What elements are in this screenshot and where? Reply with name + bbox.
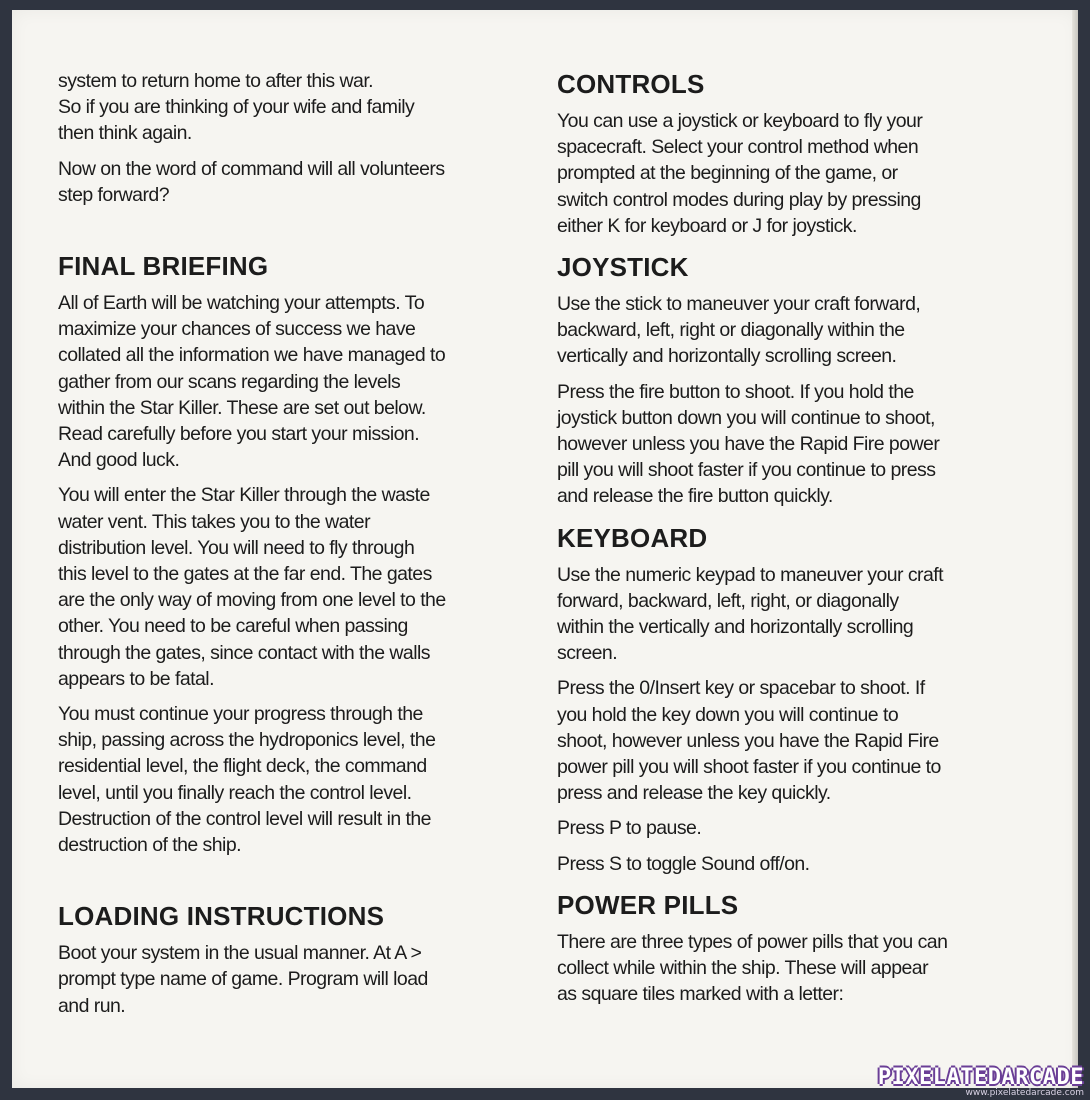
final-briefing-paragraph-2: You will enter the Star Killer through the waste water vent. This takes you to the water distribution level. You will need to fly through this level to the gates at the far end. The gates are the only way of moving from one level to the other. You need to be careful when passing through the gates, since contact with the walls appears to be fatal.: [58, 484, 446, 690]
watermark-url: www.pixelatedarcade.com: [965, 1088, 1084, 1098]
watermark-title: PIXELATEDARCADE: [877, 1065, 1084, 1090]
keyboard-paragraph-2: Press the 0/Insert key or spacebar to shoot. If you hold the key down you will continue to shoot, however unless you have the Rapid Fire power pill you will shoot faster if you continue to press and release the key quickly.: [557, 677, 941, 805]
left-column: [58, 68, 510, 1028]
intro-paragraph-1: system to return home to after this war. So if you are thinking of your wife and family then think again.: [58, 70, 415, 145]
power-pills-heading: POWER PILLS: [557, 889, 739, 920]
keyboard-paragraph-1: Use the numeric keypad to maneuver your craft forward, backward, left, right, or diagonally within the vertically and horizontally scrolling screen.: [557, 563, 944, 665]
final-briefing-paragraph-3: You must continue your progress through the ship, passing across the hydroponics level, the residential level, the flight deck, the command level, until you finally reach the control level. Destruction of the control level will result in the destruction of the ship.: [58, 703, 436, 857]
final-briefing-heading: FINAL BRIEFING: [58, 251, 269, 282]
power-pills-paragraph: There are three types of power pills that you can collect while within the ship. These will appear as square tiles marked with a letter:: [557, 930, 948, 1006]
joystick-paragraph-1: Use the stick to maneuver your craft forward, backward, left, right or diagonally within the vertically and horizontally scrolling screen.: [557, 293, 921, 368]
joystick-heading: JOYSTICK: [557, 252, 689, 283]
keyboard-paragraph-4: Press S to toggle Sound off/on.: [557, 852, 810, 875]
keyboard-paragraph-3: Press P to pause.: [557, 817, 702, 840]
controls-heading: CONTROLS: [557, 69, 705, 99]
keyboard-heading: KEYBOARD: [557, 522, 708, 553]
watermark: [878, 1065, 1084, 1098]
joystick-paragraph-2: Press the fire button to shoot. If you hold the joystick button down you will continue to shoot, however unless you have the Rapid Fire power pill you will shoot faster if you continue to press and release the fire button quickly.: [557, 380, 940, 508]
final-briefing-paragraph-1: All of Earth will be watching your attempts. To maximize your chances of success we have collated all the information we have managed to gather from our scans regarding the levels within the Star Killer. These are set out below. Read carefully before you start your mission. And good luck.: [58, 292, 446, 472]
loading-instructions-heading: LOADING INSTRUCTIONS: [58, 901, 385, 932]
manual-page: [12, 10, 1078, 1088]
right-column: [557, 68, 1017, 1016]
controls-paragraph: You can use a joystick or keyboard to fly your spacecraft. Select your control method when prompted at the beginning of the game, or switch control modes during play by pressing either K for keyboard or J for joystick.: [557, 110, 923, 237]
page-edge: [1072, 10, 1078, 1088]
loading-instructions-paragraph: Boot your system in the usual manner. At A > prompt type name of game. Program will load and run.: [58, 942, 428, 1017]
intro-paragraph-2: Now on the word of command will all volunteers step forward?: [58, 157, 445, 206]
